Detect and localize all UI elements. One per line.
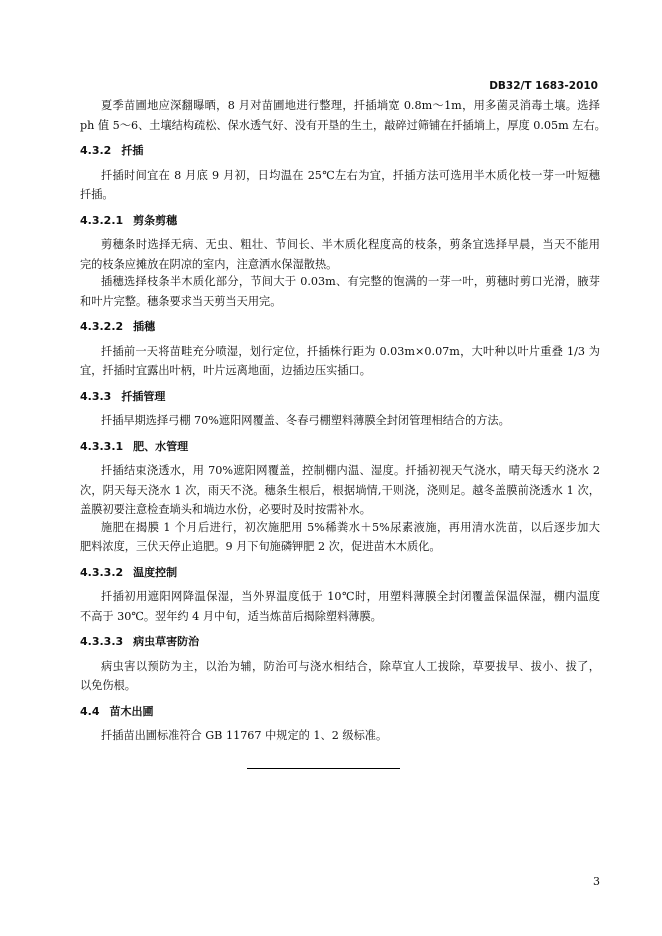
paragraph-line: 剪穗条时选择无病、无虫、粗壮、节间长、半木质化程度高的枝条，剪条宜选择早晨，当天不能用: [101, 238, 600, 251]
paragraph-line: 肥料浓度，三伏天停止追肥。9 月下旬施磷钾肥 2 次，促进苗木木质化。: [80, 540, 441, 553]
paragraph-line: 施肥在揭膜 1 个月后进行，初次施肥用 5%稀粪水＋5%尿素液施，再用清水洗苗，以后逐步加大: [101, 520, 600, 534]
paragraph-line: 夏季苗圃地应深翻曝晒，8 月对苗圃地进行整理，扦插埫宽 0.8m～1m，用多菌灵消毒土壤。选择: [101, 99, 600, 112]
section-heading: [80, 141, 600, 161]
paragraph-line: 扦插苗出圃标准符合 GB 11767 中规定的 1、2 级标准。: [101, 729, 388, 742]
section-heading: [80, 437, 600, 457]
paragraph-line: 扦插。: [80, 188, 114, 201]
paragraph-line: 次，阴天每天浇水 1 次，雨天不浇。穗条生根后，根据埫情,干则浇，浇则足。越冬盖膜前浇透水 1 次，: [80, 483, 600, 497]
section-title: 肥、水管理: [133, 439, 189, 453]
section-title: 苗木出圃: [109, 704, 154, 718]
section-heading: [80, 563, 600, 583]
paragraph-line: 插穗选择枝条半木质化部分，节间大于 0.03m、有完整的饱满的一芽一叶，剪穗时剪口光滑，腋芽: [101, 275, 600, 288]
paragraph: [80, 96, 606, 135]
paragraph-line: 不高于 30℃。翌年约 4 月中旬，适当炼苗后揭除塑料薄膜。: [80, 609, 382, 623]
paragraph: [80, 461, 600, 520]
section-number: 4.3.3: [80, 389, 112, 403]
paragraph-line: 盖膜初要注意检查埫头和埫边水份，必要时及时按需补水。: [80, 503, 371, 516]
section-title: 插穗: [133, 320, 156, 333]
paragraph: [80, 342, 600, 381]
document-body: [80, 96, 606, 746]
paragraph-line: 扦插前一天将苗畦充分喷湿，划行定位，扦插株行距为 0.03m×0.07m，大叶种以叶片重叠 1/3 为: [101, 344, 600, 358]
section-title: 扦插管理: [121, 389, 166, 403]
paragraph: [80, 518, 600, 557]
section-title: 剪条剪穗: [133, 213, 178, 227]
paragraph-line: 以免伤根。: [80, 679, 136, 692]
section-number: 4.3.3.2: [80, 565, 124, 579]
paragraph-line: 完的枝条应摊放在阴凉的室内，注意洒水保湿散热。: [80, 257, 338, 271]
section-number: 4.3.2: [80, 144, 112, 157]
paragraph: [80, 272, 600, 311]
document-code: DB32/T 1683-2010: [489, 80, 598, 92]
paragraph: [80, 657, 600, 696]
paragraph-line: 扦插初用遮阳网降温保湿，当外界温度低于 10℃时，用塑料薄膜全封闭覆盖保温保湿，棚内温度: [101, 590, 600, 603]
section-number: 4.3.2.1: [80, 213, 124, 227]
section-number: 4.3.3.1: [80, 439, 124, 453]
section-number: 4.3.2.2: [80, 320, 124, 333]
page-number: 3: [593, 875, 600, 888]
paragraph-line: 扦插时间宜在 8 月底 9 月初，日均温在 25℃左右为宜，扦插方法可选用半木质化枝一芽一叶短穗: [101, 168, 600, 182]
section-title: 温度控制: [133, 565, 178, 579]
paragraph-line: 和叶片完整。穗条要求当天剪当天用完。: [80, 294, 282, 308]
paragraph: [80, 235, 600, 274]
paragraph-line: 扦插早期选择弓棚 70%遮阳网覆盖、冬春弓棚塑料薄膜全封闭管理相结合的方法。: [101, 414, 510, 427]
paragraph: [80, 166, 600, 205]
paragraph: [80, 587, 600, 626]
paragraph: [80, 726, 600, 746]
paragraph-line: 扦插结束浇透水，用 70%遮阳网覆盖，控制棚内温、湿度。扦插初视天气浇水，晴天每天约浇水 2: [101, 464, 600, 477]
section-heading: [80, 317, 600, 337]
section-heading: [80, 387, 600, 407]
paragraph-line: 宜，扦插时宜露出叶柄，叶片远离地面，边插边压实插口。: [80, 364, 371, 377]
paragraph-line: 病虫害以预防为主，以治为辅，防治可与浇水相结合，除草宜人工拔除，草要拔早、拔小、拔了，: [101, 659, 600, 673]
section-heading: [80, 632, 600, 652]
end-divider: [247, 768, 400, 769]
paragraph-line: ph 值 5～6、土壤结构疏松、保水透气好、没有开垦的生土，敲碎过筛铺在扦插埫上，厚度 0.05m 左右。: [80, 118, 606, 132]
section-heading: [80, 211, 600, 231]
paragraph: [80, 411, 600, 431]
section-number: 4.4: [80, 704, 100, 718]
section-number: 4.3.3.3: [80, 635, 124, 648]
section-heading: [80, 702, 600, 722]
section-title: 病虫草害防治: [133, 635, 200, 648]
section-title: 扦插: [121, 144, 144, 157]
